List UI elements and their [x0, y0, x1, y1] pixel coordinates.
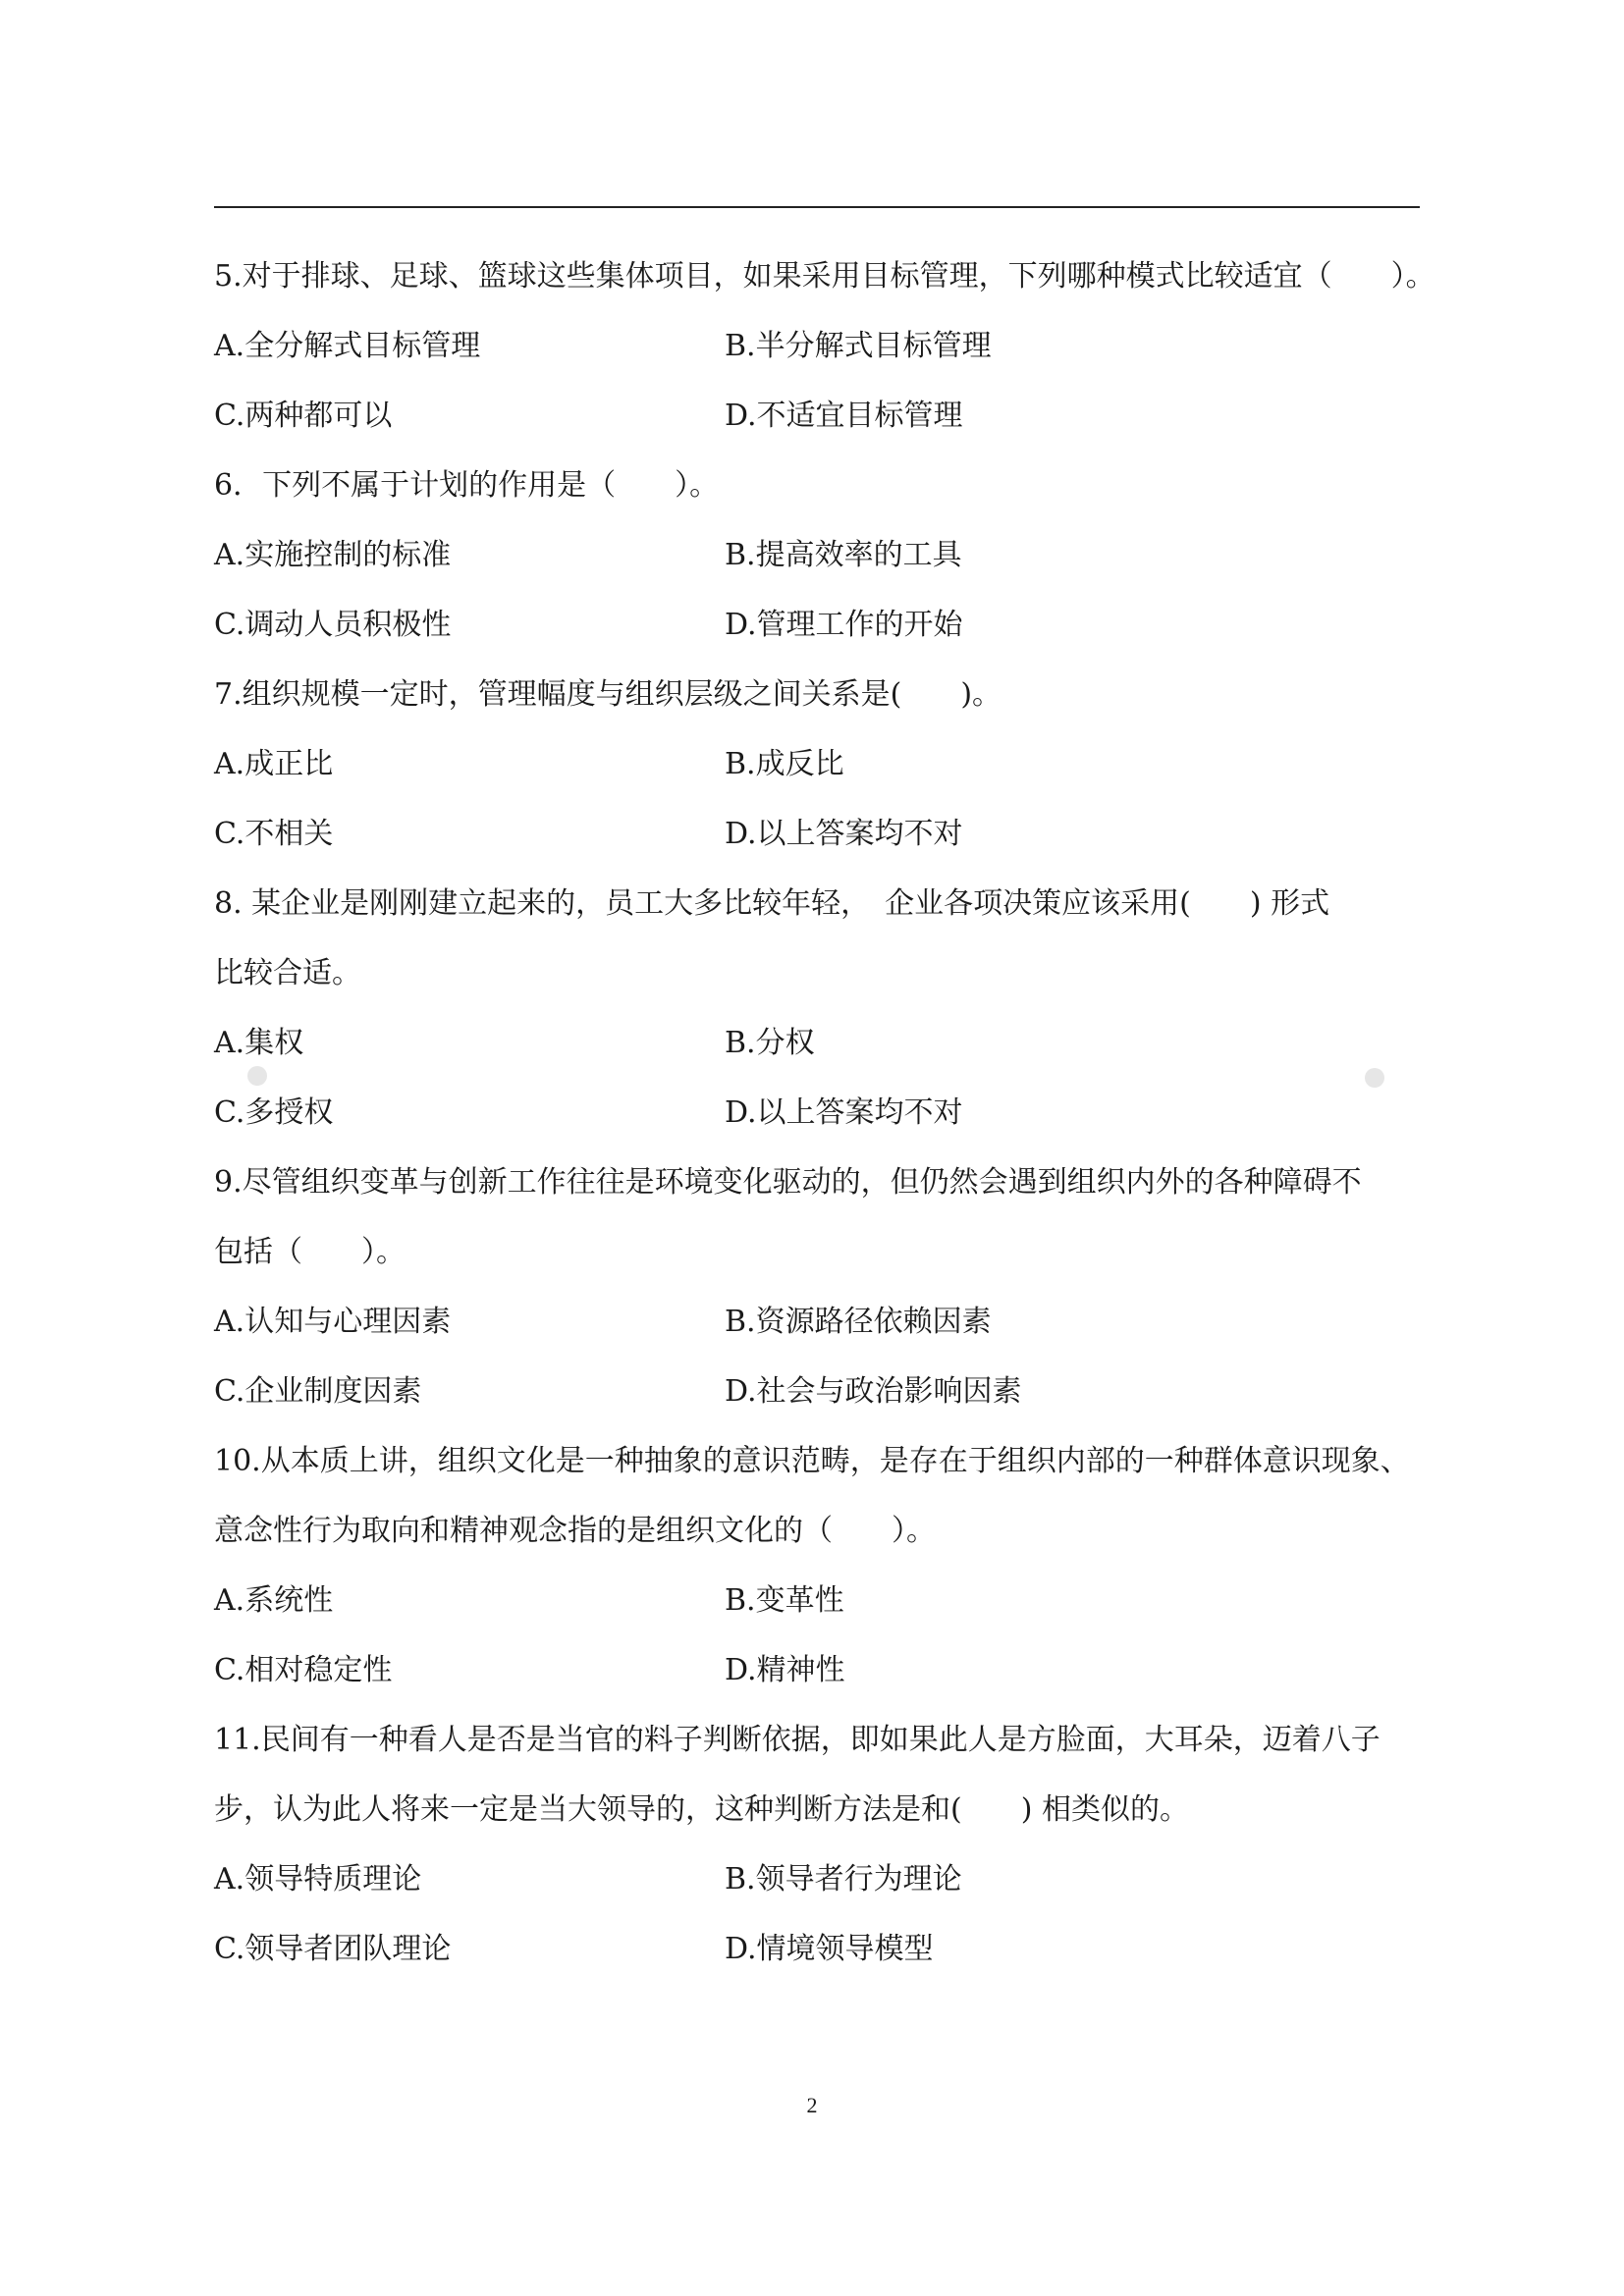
option-b: B.半分解式目标管理	[725, 329, 992, 363]
question-stem-line: 步，认为此人将来一定是当大领导的，这种判断方法是和( ) 相类似的。	[214, 1792, 1189, 1827]
option-a: A.集权	[214, 1026, 304, 1060]
option-b: B.分权	[725, 1026, 815, 1060]
question-9	[214, 1153, 1420, 1432]
question-5	[214, 247, 1435, 456]
question-stem	[214, 944, 1420, 1014]
question-stem	[214, 1153, 1420, 1223]
options-row	[214, 1293, 1420, 1362]
option-d: D.精神性	[725, 1653, 845, 1687]
question-stem-line: 5.对于排球、足球、篮球这些集体项目，如果采用目标管理，下列哪种模式比较适宜（ ）。	[214, 259, 1435, 294]
option-c: C.领导者团队理论	[214, 1932, 452, 1966]
option-d: D.管理工作的开始	[725, 608, 963, 642]
option-d: D.社会与政治影响因素	[725, 1374, 1022, 1409]
option-d: D.不适宜目标管理	[725, 399, 963, 433]
option-a: A.领导特质理论	[214, 1862, 422, 1896]
question-stem	[214, 875, 1420, 944]
option-a: A.实施控制的标准	[214, 538, 452, 572]
option-c: C.相对稳定性	[214, 1653, 393, 1687]
question-stem	[214, 1781, 1420, 1850]
option-c: C.多授权	[214, 1095, 334, 1130]
options-row	[214, 1850, 1420, 1920]
options-row	[214, 526, 1420, 596]
question-stem	[214, 456, 1420, 526]
question-stem-line: 9.尽管组织变革与创新工作往往是环境变化驱动的，但仍然会遇到组织内外的各种障碍不	[214, 1165, 1362, 1200]
options-row	[214, 1641, 1420, 1711]
question-stem-line: 包括（ ）。	[214, 1235, 406, 1269]
option-d: D.情境领导模型	[725, 1932, 934, 1966]
options-row	[214, 735, 1420, 805]
option-a: A.系统性	[214, 1583, 334, 1618]
question-6	[214, 456, 1420, 666]
question-8	[214, 875, 1420, 1153]
question-7	[214, 666, 1420, 875]
option-a: A.全分解式目标管理	[214, 329, 481, 363]
options-row	[214, 1014, 1420, 1084]
option-b: B.领导者行为理论	[725, 1862, 962, 1896]
options-row	[214, 1572, 1420, 1641]
option-c: C.两种都可以	[214, 399, 393, 433]
question-10	[214, 1432, 1420, 1711]
question-stem-line: 意念性行为取向和精神观念指的是组织文化的（ ）。	[214, 1514, 936, 1548]
option-c: C.不相关	[214, 817, 334, 851]
option-a: A.成正比	[214, 747, 334, 781]
question-stem-line: 7.组织规模一定时，管理幅度与组织层级之间关系是( )。	[214, 677, 1002, 712]
question-stem	[214, 666, 1420, 735]
question-11	[214, 1711, 1420, 1990]
question-stem	[214, 1223, 1420, 1293]
question-stem-line: 8. 某企业是刚刚建立起来的，员工大多比较年轻， 企业各项决策应该采用( ) 形式	[214, 886, 1330, 921]
option-a: A.认知与心理因素	[214, 1305, 452, 1339]
options-row	[214, 805, 1420, 875]
page-number: 2	[806, 2093, 818, 2117]
option-b: B.资源路径依赖因素	[725, 1305, 992, 1339]
options-row	[214, 317, 1420, 387]
question-stem-line: 比较合适。	[214, 956, 361, 990]
option-c: C.调动人员积极性	[214, 608, 452, 642]
question-stem	[214, 1502, 1420, 1572]
header-rule	[214, 206, 1420, 208]
option-c: C.企业制度因素	[214, 1374, 422, 1409]
question-list	[214, 247, 1435, 1990]
options-row	[214, 1920, 1420, 1990]
question-stem-line: 11.民间有一种看人是否是当官的料子判断依据，即如果此人是方脸面，大耳朵，迈着八子	[214, 1723, 1380, 1757]
option-d: D.以上答案均不对	[725, 1095, 963, 1130]
option-b: B.变革性	[725, 1583, 844, 1618]
option-b: B.提高效率的工具	[725, 538, 962, 572]
question-stem	[214, 247, 1435, 317]
options-row	[214, 1362, 1420, 1432]
question-stem	[214, 1711, 1420, 1781]
options-row	[214, 1084, 1420, 1153]
question-stem-line: 6．下列不属于计划的作用是（ ）。	[214, 468, 720, 503]
option-b: B.成反比	[725, 747, 844, 781]
options-row	[214, 387, 1420, 456]
options-row	[214, 596, 1420, 666]
question-stem	[214, 1432, 1420, 1502]
question-stem-line: 10.从本质上讲，组织文化是一种抽象的意识范畴，是存在于组织内部的一种群体意识现象、	[214, 1444, 1410, 1478]
option-d: D.以上答案均不对	[725, 817, 963, 851]
